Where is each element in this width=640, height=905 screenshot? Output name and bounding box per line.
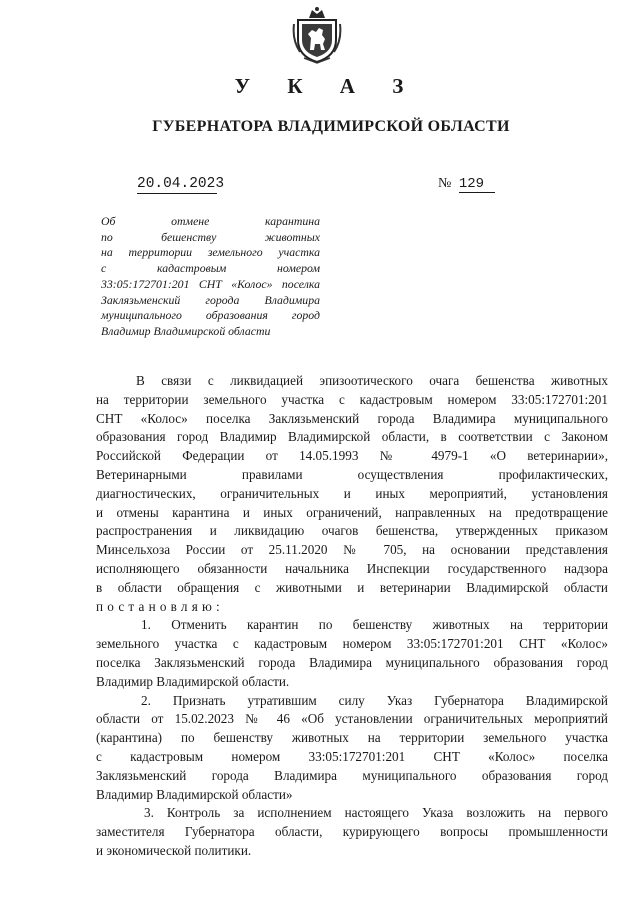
- body-line: земельного участка с кадастровым номером 33:05:172701:201 СНТ «Колос»: [96, 636, 608, 652]
- heading-line: на территории земельного участка: [101, 245, 320, 260]
- document-subtitle: ГУБЕРНАТОРА ВЛАДИМИРСКОЙ ОБЛАСТИ: [152, 118, 510, 135]
- body-line: Владимир Владимирской области»: [96, 786, 293, 802]
- body-line: поселка Заклязьменский города Владимира муниципального образования город: [96, 654, 608, 670]
- document-date: 20.04.2023: [137, 176, 225, 192]
- body-line: (карантина) по бешенству животных на территории земельного участка: [96, 730, 608, 746]
- body-line: Ветеринарными правилами осуществления профилактических,: [96, 466, 608, 482]
- heading-line: Владимир Владимирской области: [101, 323, 271, 338]
- body-line: заместителя Губернатора области, курирующего вопросы промышленности: [96, 824, 608, 840]
- heading-line: с кадастровым номером: [101, 261, 320, 276]
- body-line: с кадастровым номером 33:05:172701:201 СНТ «Колос» поселка: [96, 748, 608, 764]
- number-prefix: №: [438, 176, 452, 191]
- document-number: [438, 176, 495, 193]
- body-line: области от 15.02.2023 № 46 «Об установлении ограничительных мероприятий: [96, 711, 608, 727]
- heading-line: муниципального образования город: [101, 308, 320, 323]
- decree-heading: [101, 214, 320, 340]
- body-line: на территории земельного участка с кадастровым номером 33:05:172701:201: [96, 391, 608, 407]
- heading-line: Об отмене карантина: [101, 214, 320, 228]
- body-line: в области обращения с животными и ветеринарии Владимирской области: [96, 579, 608, 595]
- heading-line: Заклязьменский города Владимира: [101, 292, 320, 307]
- heading-line: 33:05:172701:201 СНТ «Колос» поселка: [101, 276, 320, 291]
- body-line: постановляю:: [96, 598, 224, 614]
- body-line: и отмены карантина и иных ограничений, направленных на предотвращение: [96, 504, 608, 520]
- heading-line: по бешенству животных: [101, 229, 320, 244]
- body-line: 1. Отменить карантин по бешенству животных на территории: [141, 617, 608, 633]
- body-line: диагностических, ограничительных и иных мероприятий, установления: [96, 485, 608, 501]
- body-line: Минсельхоза России от 25.11.2020 № 705, на основании представления: [96, 542, 608, 558]
- document-title: У К А З: [234, 74, 420, 98]
- body-line: 2. Признать утратившим силу Указ Губернатора Владимирской: [141, 692, 608, 708]
- body-line: СНТ «Колос» поселка Заклязьменский города Владимира муниципального: [96, 410, 608, 426]
- body-line: исполняющего обязанности начальника Инспекции государственного надзора: [96, 560, 608, 576]
- body-line: распространения и ликвидацию очагов бешенства, утвержденных приказом: [96, 523, 608, 539]
- coat-of-arms-icon: [292, 6, 342, 64]
- body-line: В связи с ликвидацией эпизоотического очага бешенства животных: [136, 373, 608, 388]
- number-value: 129: [459, 176, 495, 193]
- body-line: Российской Федерации от 14.05.1993 № 4979-1 «О ветеринарии»,: [96, 448, 608, 464]
- body-line: 3. Контроль за исполнением настоящего Указа возложить на первого: [144, 805, 608, 821]
- body-line: и экономической политики.: [96, 842, 252, 858]
- body-line: образования город Владимир Владимирской области, в соответствии с Законом: [96, 429, 608, 445]
- decree-body: [96, 372, 608, 861]
- body-line: Владимир Владимирской области.: [96, 673, 290, 689]
- body-line: Заклязьменский города Владимира муниципального образования город: [96, 767, 608, 783]
